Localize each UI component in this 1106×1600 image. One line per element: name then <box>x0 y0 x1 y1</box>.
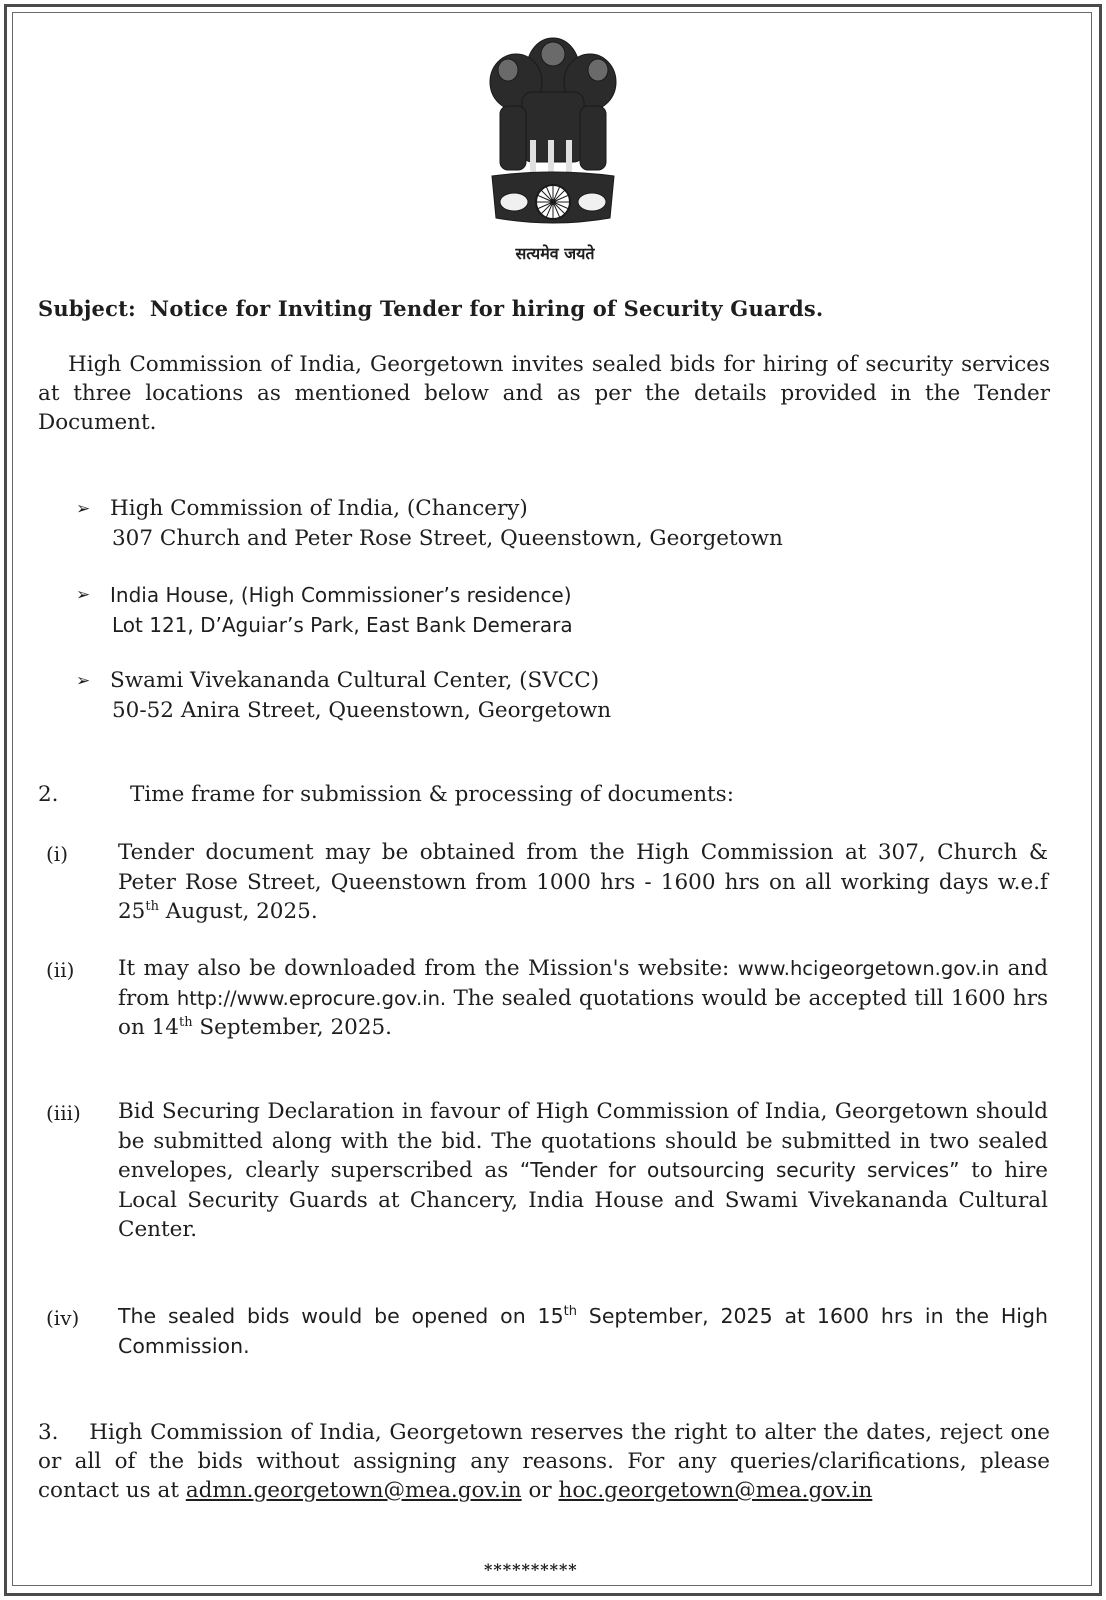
location-address: 307 Church and Peter Rose Street, Queenstown, Georgetown <box>112 526 783 551</box>
section-number: 2. <box>38 782 59 807</box>
section3-text: High Commission of India, Georgetown reserves the right to alter the dates, reject one or all of the bids without assigning any reasons. For any queries/clarifications, please contact us at <box>38 1420 1050 1503</box>
item-text-part: September, 2025 at 1600 hrs in the High Commission. <box>118 1304 1049 1358</box>
item-text-part: The sealed quotations would be accepted till 1600 hrs on 14 <box>118 985 1049 1040</box>
website-link[interactable]: www.hcigeorgetown.gov.in <box>737 957 1000 980</box>
arrow-bullet-icon: ➢ <box>76 499 91 519</box>
item-text-part: It may also be downloaded from the Mission's website: <box>118 956 738 981</box>
item-text <box>118 1097 1048 1245</box>
item-text-part: September, 2025. <box>192 1015 393 1040</box>
email-link[interactable]: hoc.georgetown@mea.gov.in <box>558 1478 873 1503</box>
location-address: 50-52 Anira Street, Queenstown, Georgetown <box>112 698 612 723</box>
emblem-motto: सत्यमेव जयते <box>515 244 595 263</box>
subject-text: Notice for Inviting Tender for hiring of Security Guards. <box>149 296 824 321</box>
ordinal-suffix: th <box>178 1014 193 1030</box>
ordinal-suffix: th <box>563 1303 577 1319</box>
conjunction-text: or <box>521 1478 559 1503</box>
item-text-part: Tender document may be obtained from the High Commission at 307, Church & Peter Rose Street, Queenstown from 1000 hrs - 1600 hrs on all working days w.e.f 25 <box>118 840 1048 924</box>
subject-label: Subject: <box>38 296 136 321</box>
location-address: Lot 121, D’Aguiar’s Park, East Bank Demerara <box>112 613 573 637</box>
item-text-part: August, 2025. <box>158 899 318 924</box>
section-number: 3. <box>38 1420 59 1445</box>
intro-paragraph: High Commission of India, Georgetown invites sealed bids for hiring of security services at three locations as mentioned below and as per the details provided in the Tender Document. <box>38 352 1050 435</box>
item-number: (ii) <box>46 958 75 982</box>
section3-paragraph <box>38 1418 1050 1505</box>
item-number: (i) <box>46 842 69 866</box>
arrow-bullet-icon: ➢ <box>76 671 91 691</box>
ordinal-suffix: th <box>145 898 159 914</box>
national-emblem-icon <box>478 30 628 230</box>
item-text <box>118 838 1048 927</box>
section-title: Time frame for submission & processing of documents: <box>130 782 734 807</box>
website-link[interactable]: http://www.eprocure.gov.in. <box>176 986 447 1010</box>
location-name: Swami Vivekananda Cultural Center, (SVCC) <box>110 668 600 693</box>
item-text-part: The sealed bids would be opened on 15 <box>118 1304 564 1328</box>
arrow-bullet-icon: ➢ <box>76 585 91 605</box>
location-name: India House, (High Commissioner’s residence) <box>110 583 572 607</box>
item-text-part: Bid Securing Declaration in favour of High Commission of India, Georgetown should be submitted along with the bid. The quotations should be submitted in two sealed envelopes, clearly superscribed as <box>118 1099 1048 1183</box>
subject-line <box>38 296 823 321</box>
item-number: (iv) <box>46 1306 80 1330</box>
item-text <box>118 1302 1048 1361</box>
item-number: (iii) <box>46 1101 81 1125</box>
item-text-part: and from <box>118 956 1048 1011</box>
quoted-phrase: “Tender for outsourcing security services” <box>519 1158 960 1182</box>
item-text-part: to hire Local Security Guards at Chancery, India House and Swami Vivekananda Cultural Center. <box>118 1158 1049 1242</box>
item-text <box>118 954 1048 1043</box>
end-marker: ********** <box>484 1560 578 1579</box>
location-name: High Commission of India, (Chancery) <box>110 496 528 521</box>
email-link[interactable]: admn.georgetown@mea.gov.in <box>185 1478 522 1503</box>
